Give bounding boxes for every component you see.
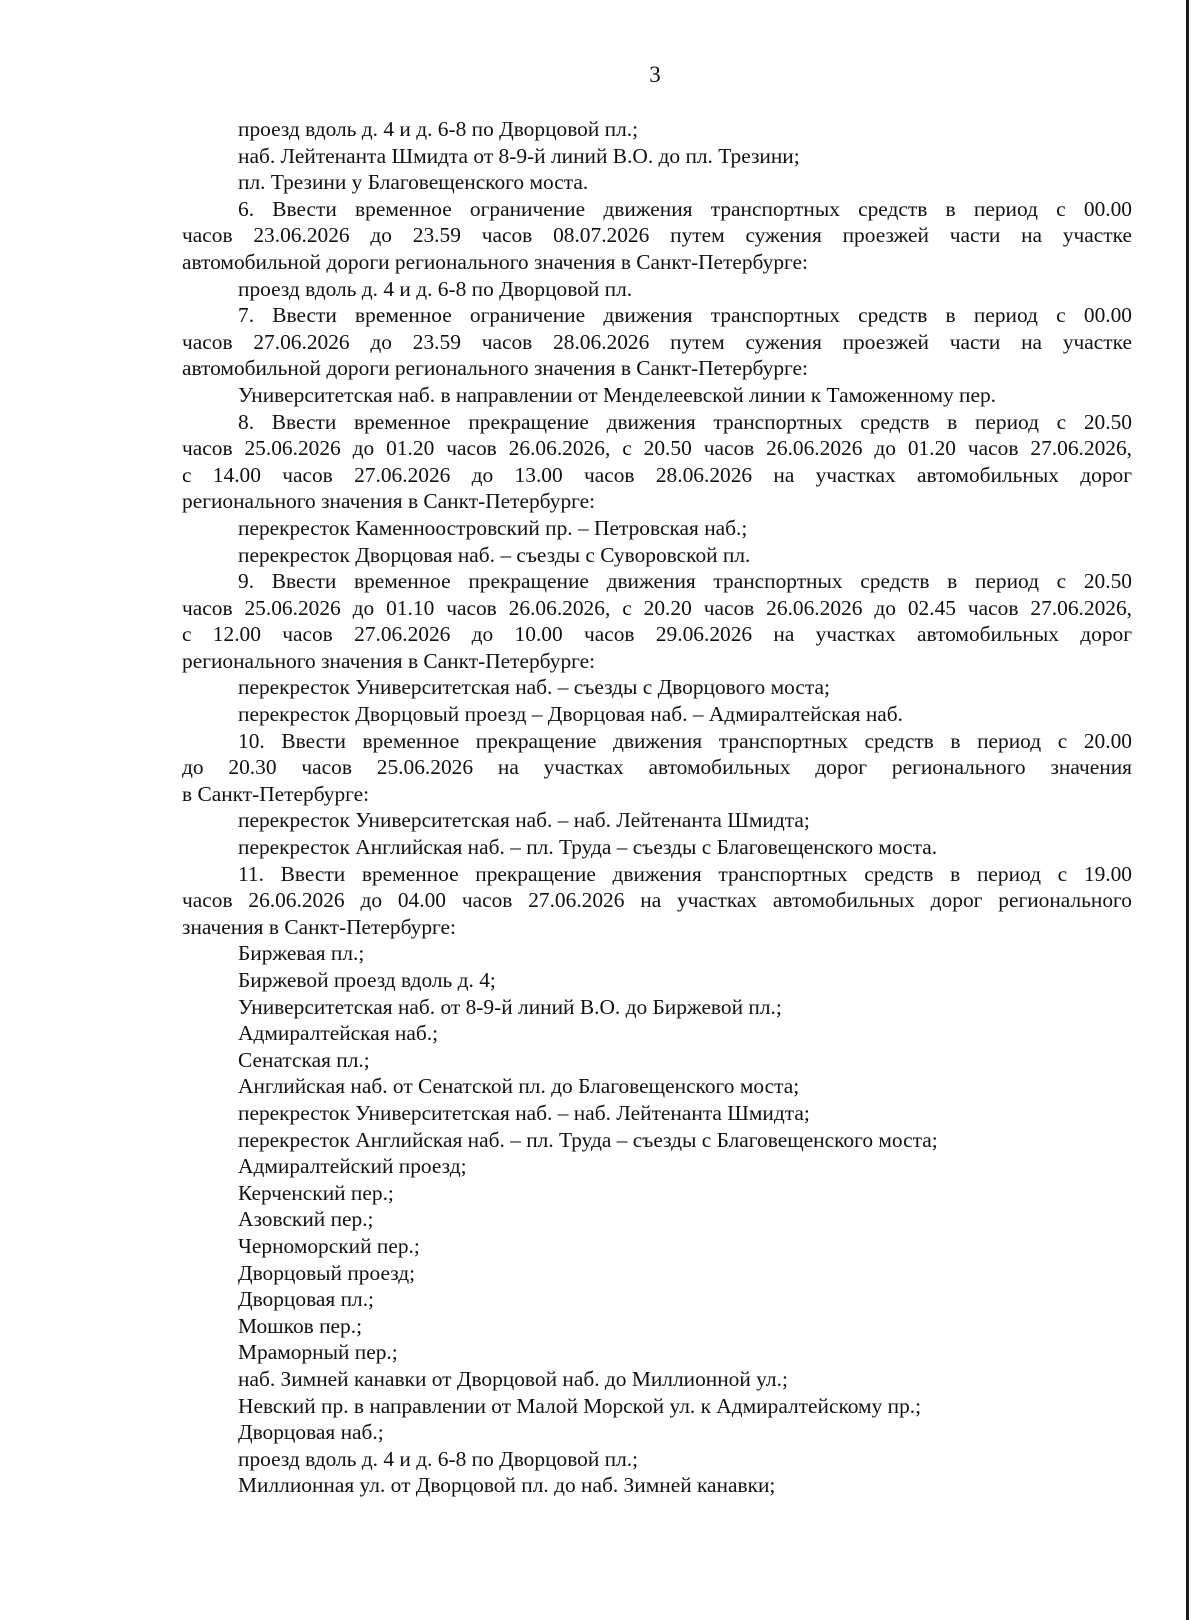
text-line: регионального значения в Санкт-Петербурге: xyxy=(182,648,596,673)
text-line: Невский пр. в направлении от Малой Морской ул. к Адмиралтейскому пр.; xyxy=(238,1393,922,1418)
text-line: Университетская наб. от 8-9-й линий В.О. до Биржевой пл.; xyxy=(238,994,782,1019)
text-line: Университетская наб. в направлении от Менделеевской линии к Таможенному пер. xyxy=(238,382,997,407)
text-line: 6. Ввести временное ограничение движения транспортных средств в период с 00.00 xyxy=(238,196,1132,221)
text-line: наб. Зимней канавки от Дворцовой наб. до Миллионной ул.; xyxy=(238,1366,788,1391)
text-line: пл. Трезини у Благовещенского моста. xyxy=(238,170,589,195)
text-line: 8. Ввести временное прекращение движения транспортных средств в период с 20.50 xyxy=(238,409,1132,434)
text-line: автомобильной дороги регионального значения в Санкт-Петербурге: xyxy=(182,356,808,381)
text-line: регионального значения в Санкт-Петербурге: xyxy=(182,489,596,514)
document-body xyxy=(182,116,1132,1499)
text-line: наб. Лейтенанта Шмидта от 8-9-й линий В.О. до пл. Трезини; xyxy=(238,143,800,168)
text-line: Азовский пер.; xyxy=(238,1207,374,1232)
text-line: перекресток Английская наб. – пл. Труда – съезды с Благовещенского моста; xyxy=(238,1127,938,1152)
text-line: Керченский пер.; xyxy=(238,1180,394,1205)
text-line: Дворцовая наб.; xyxy=(238,1420,384,1445)
text-line: Мраморный пер.; xyxy=(238,1340,398,1365)
text-line: часов 23.06.2026 до 23.59 часов 08.07.2026 путем сужения проезжей части на участке xyxy=(182,223,1132,248)
text-line: до 20.30 часов 25.06.2026 на участках автомобильных дорог регионального значения xyxy=(182,755,1132,780)
text-line: 7. Ввести временное ограничение движения транспортных средств в период с 00.00 xyxy=(238,303,1132,328)
text-line: Черноморский пер.; xyxy=(238,1233,420,1258)
text-line: 9. Ввести временное прекращение движения транспортных средств в период с 20.50 xyxy=(238,569,1132,594)
text-line: перекресток Дворцовая наб. – съезды с Суворовской пл. xyxy=(238,542,751,567)
text-line: часов 25.06.2026 до 01.20 часов 26.06.2026, с 20.50 часов 26.06.2026 до 01.20 часов 27.06.2026, xyxy=(182,436,1132,461)
text-line: 10. Ввести временное прекращение движения транспортных средств в период с 20.00 xyxy=(238,728,1132,753)
text-line: Миллионная ул. от Дворцовой пл. до наб. Зимней канавки; xyxy=(238,1473,776,1498)
text-line: Адмиралтейская наб.; xyxy=(238,1021,439,1046)
text-line: Адмиралтейский проезд; xyxy=(238,1154,467,1179)
text-line: перекресток Университетская наб. – наб. Лейтенанта Шмидта; xyxy=(238,1100,810,1125)
text-line: часов 25.06.2026 до 01.10 часов 26.06.2026, с 20.20 часов 26.06.2026 до 02.45 часов 27.06.2026, xyxy=(182,595,1132,620)
text-line: проезд вдоль д. 4 и д. 6-8 по Дворцовой пл.; xyxy=(238,1446,639,1471)
text-line: 11. Ввести временное прекращение движения транспортных средств в период с 19.00 xyxy=(238,861,1132,886)
text-line: перекресток Дворцовый проезд – Дворцовая наб. – Адмиралтейская наб. xyxy=(238,702,903,727)
text-line: Биржевая пл.; xyxy=(238,941,365,966)
text-line: Английская наб. от Сенатской пл. до Благовещенского моста; xyxy=(238,1074,800,1099)
text-line: Сенатская пл.; xyxy=(238,1047,370,1072)
text-line: Дворцовый проезд; xyxy=(238,1260,416,1285)
text-line: перекресток Университетская наб. – съезды с Дворцового моста; xyxy=(238,675,830,700)
text-line: в Санкт-Петербурге: xyxy=(182,781,370,806)
text-line: перекресток Университетская наб. – наб. Лейтенанта Шмидта; xyxy=(238,808,810,833)
text-line: значения в Санкт-Петербурге: xyxy=(182,914,456,939)
page-number: 3 xyxy=(649,62,661,87)
text-line: проезд вдоль д. 4 и д. 6-8 по Дворцовой пл. xyxy=(238,276,633,301)
text-line: часов 26.06.2026 до 04.00 часов 27.06.2026 на участках автомобильных дорог регионального xyxy=(182,888,1132,913)
text-line: перекресток Каменноостровский пр. – Петровская наб.; xyxy=(238,515,748,540)
text-line: проезд вдоль д. 4 и д. 6-8 по Дворцовой пл.; xyxy=(238,117,639,141)
text-line: Дворцовая пл.; xyxy=(238,1287,374,1312)
text-line: Мошков пер.; xyxy=(238,1313,363,1338)
text-line: с 12.00 часов 27.06.2026 до 10.00 часов 29.06.2026 на участках автомобильных дорог xyxy=(182,622,1132,647)
text-line: часов 27.06.2026 до 23.59 часов 28.06.2026 путем сужения проезжей части на участке xyxy=(182,329,1132,354)
scan-edge-border xyxy=(1186,0,1189,1620)
text-line: перекресток Английская наб. – пл. Труда – съезды с Благовещенского моста. xyxy=(238,835,938,860)
text-line: Биржевой проезд вдоль д. 4; xyxy=(238,968,496,992)
text-line: с 14.00 часов 27.06.2026 до 13.00 часов 28.06.2026 на участках автомобильных дорог xyxy=(182,462,1132,487)
text-line: автомобильной дороги регионального значения в Санкт-Петербурге: xyxy=(182,249,808,274)
